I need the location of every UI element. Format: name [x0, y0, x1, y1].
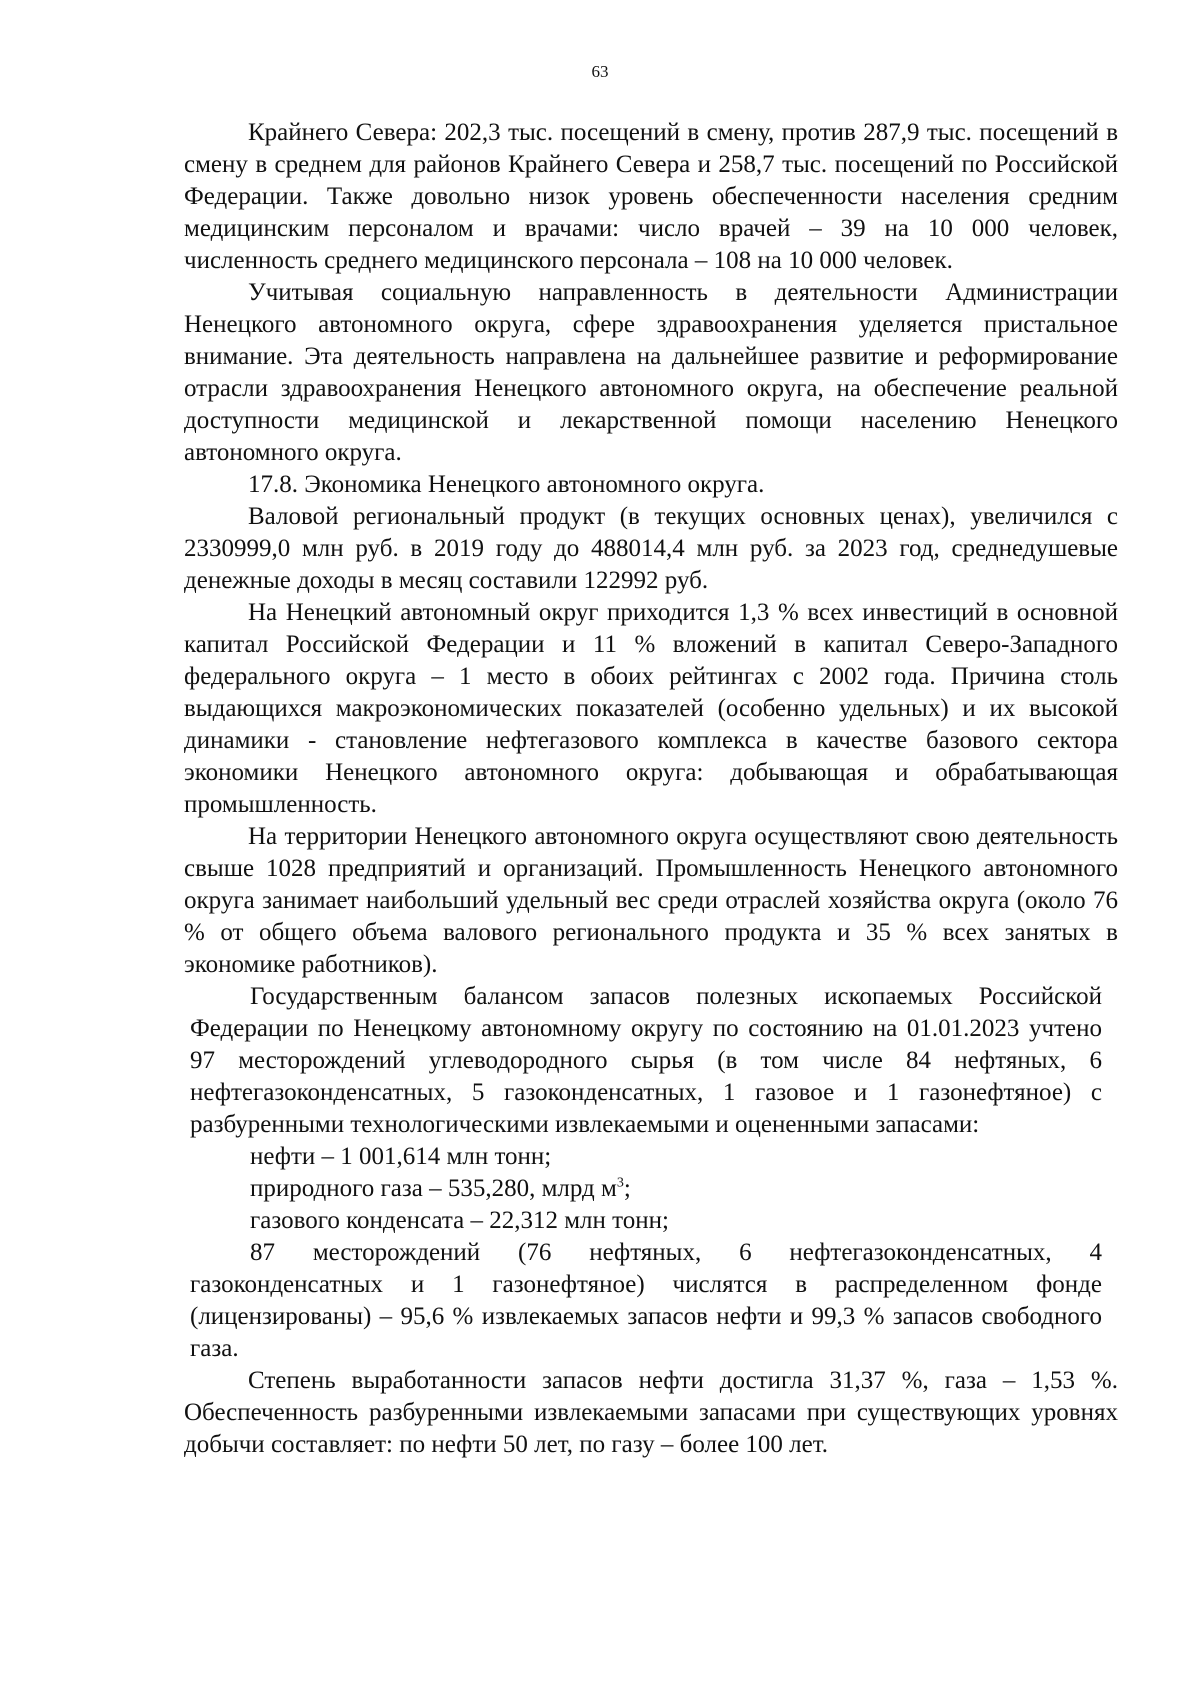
paragraph-reserves-balance: Государственным балансом запасов полезных ископаемых Российской Федерации по Ненецкому автономному округу по состоянию на 01.01.2023 учтено 97 месторождений углеводородного сырья (в том числе 84 нефтяных, 6 нефтегазоконденсатных, 5 газоконденсатных, 1 газовое и 1 газонефтяное) с разбуренными технологическими извлекаемыми и оцененными запасами:: [190, 983, 1102, 1138]
paragraph-investments: На Ненецкий автономный округ приходится 1,3 % всех инвестиций в основной капитал Российской Федерации и 11 % вложений в капитал Северо-Западного федерального округа – 1 место в обоих рейтингах с 2002 года. Причина столь выдающихся макроэкономических показателей (особенно удельных) и их высокой динамики - становление нефтегазового комплекса в качестве базового сектора экономики Ненецкого автономного округа: добывающая и обрабатывающая промышленность.: [184, 599, 1118, 818]
paragraph-licensed-fields: 87 месторождений (76 нефтяных, 6 нефтегазоконденсатных, 4 газоконденсатных и 1 газонефтяное) числятся в распределенном фонде (лицензированы) – 95,6 % извлекаемых запасов нефти и 99,3 % запасов свободного газа.: [190, 1239, 1102, 1362]
document-body: [184, 117, 1118, 1461]
reserve-oil: нефти – 1 001,614 млн тонн;: [250, 1143, 552, 1170]
paragraph-grp: Валовой региональный продукт (в текущих основных ценах), увеличился с 2330999,0 млн руб. в 2019 году до 488014,4 млн руб. за 2023 год, среднедушевые денежные доходы в месяц составили 122992 руб.: [184, 503, 1118, 594]
section-heading: 17.8. Экономика Ненецкого автономного округа.: [248, 471, 765, 498]
paragraph-depletion: Степень выработанности запасов нефти достигла 31,37 %, газа – 1,53 %. Обеспеченность разбуренными извлекаемыми запасами при существующих уровнях добычи составляет: по нефти 50 лет, по газу – более 100 лет.: [184, 1367, 1118, 1458]
reserve-gas-text: природного газа – 535,280, млрд м: [250, 1175, 617, 1202]
reserve-gas: [190, 1173, 1102, 1205]
paragraph-healthcare-policy: Учитывая социальную направленность в деятельности Администрации Ненецкого автономного округа, сфере здравоохранения уделяется пристальное внимание. Эта деятельность направлена на дальнейшее развитие и реформирование отрасли здравоохранения Ненецкого автономного округа, на обеспечение реальной доступности медицинской и лекарственной помощи населению Ненецкого автономного округа.: [184, 279, 1118, 466]
paragraph-healthcare-stats: Крайнего Севера: 202,3 тыс. посещений в смену, против 287,9 тыс. посещений в смену в среднем для районов Крайнего Севера и 258,7 тыс. посещений по Российской Федерации. Также довольно низок уровень обеспеченности населения средним медицинским персоналом и врачами: число врачей – 39 на 10 000 человек, численность среднего медицинского персонала – 108 на 10 000 человек.: [184, 119, 1118, 274]
page-number: 63: [591, 62, 609, 81]
reserve-gas-suffix: ;: [623, 1175, 631, 1202]
reserve-gas-superscript: 3: [616, 1175, 624, 1191]
reserves-block: [190, 981, 1102, 1365]
reserve-condensate: газового конденсата – 22,312 млн тонн;: [250, 1207, 669, 1234]
paragraph-industry: На территории Ненецкого автономного округа осуществляют свою деятельность свыше 1028 предприятий и организаций. Промышленность Ненецкого автономного округа занимает наибольший удельный вес среди отраслей хозяйства округа (около 76 % от общего объема валового регионального продукта и 35 % всех занятых в экономике работников).: [184, 823, 1118, 978]
